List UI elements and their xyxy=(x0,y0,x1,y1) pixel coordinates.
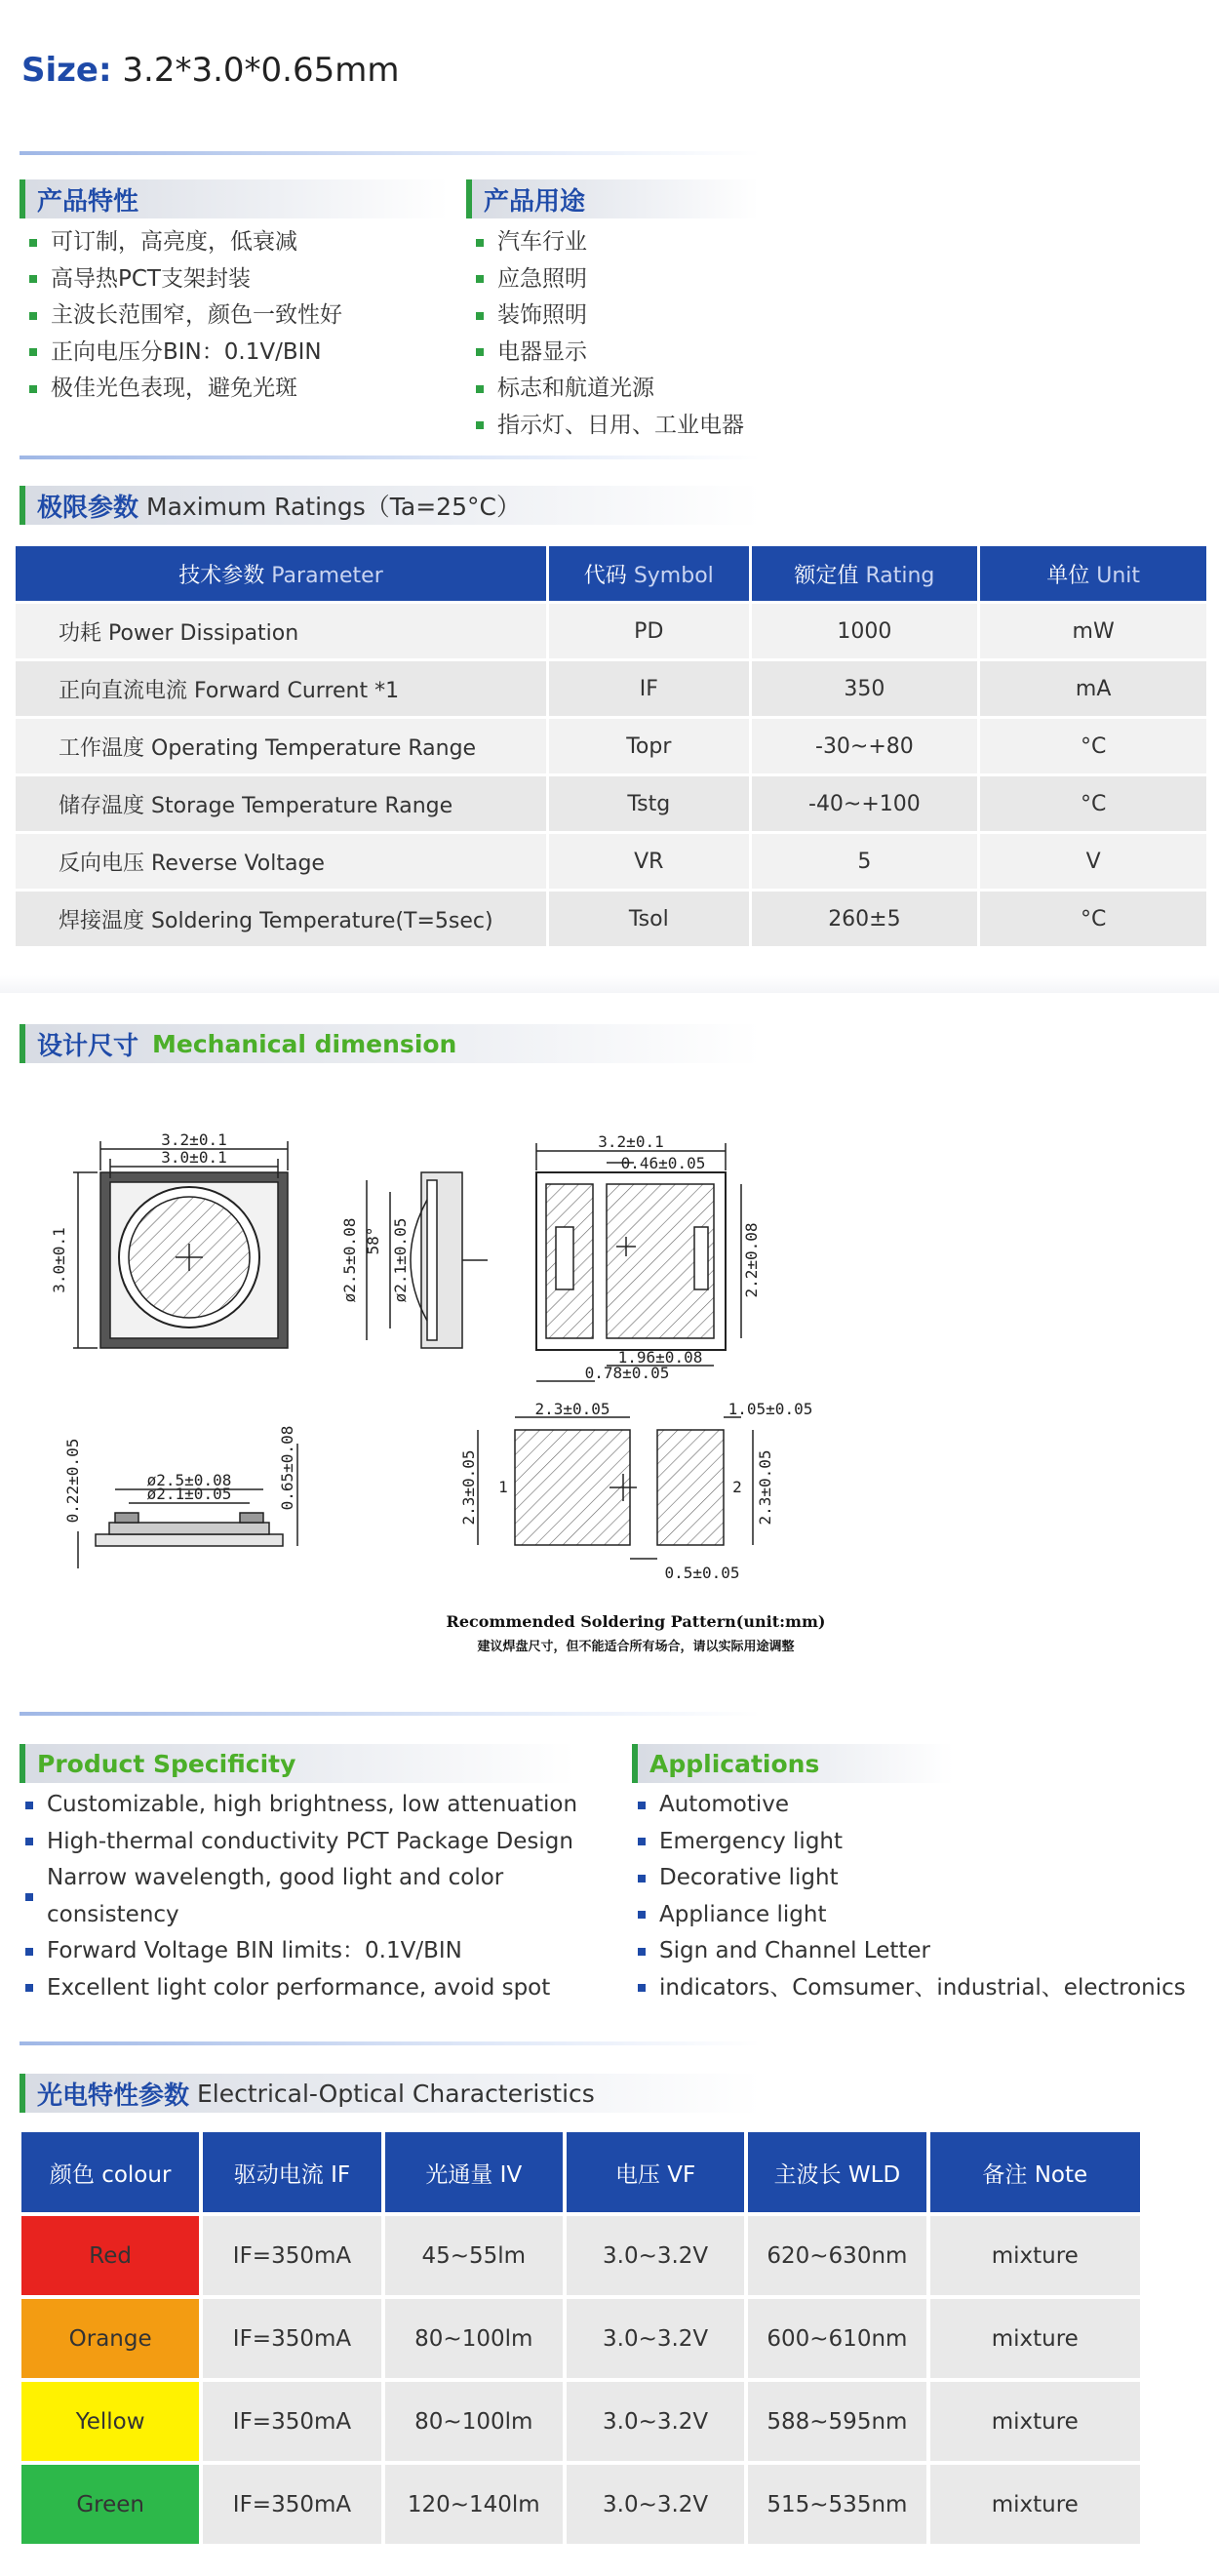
soldering-caption-cn: 建议焊盘尺寸，但不能适合所有场合，请以实际用途调整 xyxy=(477,1640,795,1654)
list-item: 可订制，高亮度，低衰减 xyxy=(29,224,449,261)
col-rating: 额定值 Rating xyxy=(752,546,978,601)
list-item: 标志和航道光源 xyxy=(476,371,759,408)
max-ratings-table xyxy=(13,543,1209,949)
size-title xyxy=(21,51,400,90)
list-item: 应急照明 xyxy=(476,261,759,298)
table-row: Orange IF=350mA 80~100lm 3.0~3.2V 600~610nm mixture xyxy=(21,2299,1140,2378)
features-en-list xyxy=(25,1787,595,2006)
list-item: Forward Voltage BIN limits：0.1V/BIN xyxy=(25,1933,595,1970)
table-row: Yellow IF=350mA 80~100lm 3.0~3.2V 588~595nm mixture xyxy=(21,2382,1140,2461)
list-item: Appliance light xyxy=(638,1897,1198,1934)
table-row: 正向直流电流 Forward Current *1 IF 350 mA xyxy=(16,661,1206,716)
col-parameter: 技术参数 Parameter xyxy=(16,546,546,601)
mechanical-drawing xyxy=(0,1073,1219,1697)
eo-title-cn: 光电特性参数 xyxy=(37,2081,190,2111)
divider xyxy=(20,1712,761,1716)
colour-cell: Green xyxy=(21,2465,199,2544)
divider xyxy=(20,2041,761,2045)
applications-en-title: Applications xyxy=(649,1749,820,1778)
applications-en-header xyxy=(632,1744,954,1783)
dim-label: 3.2±0.1 xyxy=(161,1130,227,1149)
dim-label: 2.3±0.05 xyxy=(756,1449,774,1526)
applications-cn-block xyxy=(466,179,759,444)
col-unit: 单位 Unit xyxy=(980,546,1206,601)
size-label: Size: xyxy=(21,51,112,90)
list-item: Sign and Channel Letter xyxy=(638,1933,1198,1970)
applications-cn-title: 产品用途 xyxy=(484,186,586,217)
applications-cn-header xyxy=(466,179,759,218)
max-ratings-title-en: Maximum Ratings（Ta=25°C） xyxy=(146,493,521,521)
features-en-block xyxy=(20,1744,595,2006)
dim-label: 3.0±0.1 xyxy=(50,1227,68,1293)
list-item: Excellent light color performance, avoid spot xyxy=(25,1970,595,2007)
dim-label: 0.65±0.08 xyxy=(278,1425,296,1511)
features-cn-list xyxy=(29,224,449,408)
applications-en-block xyxy=(632,1744,1198,2006)
list-item: 汽车行业 xyxy=(476,224,759,261)
table-row: Green IF=350mA 120~140lm 3.0~3.2V 515~535nm mixture xyxy=(21,2465,1140,2544)
divider xyxy=(20,151,761,155)
table-row: 焊接温度 Soldering Temperature(T=5sec) Tsol 260±5 °C xyxy=(16,892,1206,946)
mechanical-title-cn: 设计尺寸 xyxy=(37,1031,139,1061)
max-ratings-header xyxy=(20,486,761,525)
list-item: 极佳光色表现，避免光斑 xyxy=(29,371,449,408)
size-value: 3.2*3.0*0.65mm xyxy=(122,51,400,90)
list-item: Emergency light xyxy=(638,1824,1198,1861)
dim-label: ø2.1±0.05 xyxy=(391,1217,410,1303)
dim-label: 1.05±0.05 xyxy=(727,1400,813,1418)
dim-label: 0.78±0.05 xyxy=(584,1364,670,1382)
eo-title-en: Electrical-Optical Characteristics xyxy=(197,2079,595,2108)
eo-table xyxy=(18,2128,1144,2548)
list-item: 装饰照明 xyxy=(476,297,759,335)
colour-cell: Yellow xyxy=(21,2382,199,2461)
dim-label: 58° xyxy=(364,1226,382,1255)
list-item: Customizable, high brightness, low attenuation xyxy=(25,1787,595,1824)
list-item: indicators、Comsumer、industrial、electronics xyxy=(638,1970,1198,2007)
eo-header xyxy=(20,2074,761,2113)
dim-label: 0.5±0.05 xyxy=(664,1564,740,1582)
dim-label: 3.0±0.1 xyxy=(161,1148,227,1167)
dim-label: 2.2±0.08 xyxy=(742,1222,761,1298)
list-item: High-thermal conductivity PCT Package Design xyxy=(25,1824,595,1861)
features-cn-header xyxy=(20,179,449,218)
list-item: Automotive xyxy=(638,1787,1198,1824)
dim-label: 0.22±0.05 xyxy=(63,1438,82,1524)
dim-label: 3.2±0.1 xyxy=(598,1132,664,1151)
list-item: 指示灯、日用、工业电器 xyxy=(476,408,759,445)
list-item: 电器显示 xyxy=(476,335,759,372)
dim-label: 2.3±0.05 xyxy=(534,1400,610,1418)
pad-number: 2 xyxy=(732,1478,742,1496)
table-row: 工作温度 Operating Temperature Range Topr -30~+80 °C xyxy=(16,719,1206,773)
list-item: 主波长范围窄，颜色一致性好 xyxy=(29,297,449,335)
pad-number: 1 xyxy=(498,1478,508,1496)
dim-label: 0.46±0.05 xyxy=(620,1154,706,1172)
dim-label: ø2.1±0.05 xyxy=(146,1485,232,1503)
soldering-caption-en: Recommended Soldering Pattern(unit:mm) xyxy=(446,1612,826,1631)
features-cn-title: 产品特性 xyxy=(37,186,139,217)
list-item: 正向电压分BIN：0.1V/BIN xyxy=(29,335,449,372)
table-header-row: 颜色 colour 驱动电流 IF 光通量 IV 电压 VF 主波长 WLD 备注 Note xyxy=(21,2132,1140,2212)
dim-label: 1.96±0.08 xyxy=(617,1348,703,1367)
colour-cell: Red xyxy=(21,2216,199,2295)
max-ratings-title-cn: 极限参数 xyxy=(37,493,139,523)
dim-label: ø2.5±0.08 xyxy=(340,1217,359,1303)
divider xyxy=(20,456,761,459)
mechanical-header xyxy=(20,1024,761,1063)
table-header-row xyxy=(16,546,1206,601)
list-item: Decorative light xyxy=(638,1860,1198,1897)
table-row: 反向电压 Reverse Voltage VR 5 V xyxy=(16,834,1206,889)
table-row: 储存温度 Storage Temperature Range Tstg -40~+100 °C xyxy=(16,776,1206,831)
features-en-header xyxy=(20,1744,575,1783)
section-separator xyxy=(0,975,1219,993)
dim-label: 2.3±0.05 xyxy=(459,1449,478,1526)
col-symbol: 代码 Symbol xyxy=(549,546,749,601)
mechanical-title-en: Mechanical dimension xyxy=(152,1029,457,1058)
list-item: 高导热PCT支架封装 xyxy=(29,261,449,298)
applications-cn-list xyxy=(476,224,759,444)
applications-en-list xyxy=(638,1787,1198,2006)
table-row: Red IF=350mA 45~55lm 3.0~3.2V 620~630nm mixture xyxy=(21,2216,1140,2295)
dim-label: ø2.5±0.08 xyxy=(146,1471,232,1489)
colour-cell: Orange xyxy=(21,2299,199,2378)
list-item: Narrow wavelength, good light and color consistency xyxy=(25,1860,595,1933)
features-en-title: Product Specificity xyxy=(37,1749,296,1778)
table-row: 功耗 Power Dissipation PD 1000 mW xyxy=(16,604,1206,658)
features-cn-block xyxy=(20,179,449,408)
